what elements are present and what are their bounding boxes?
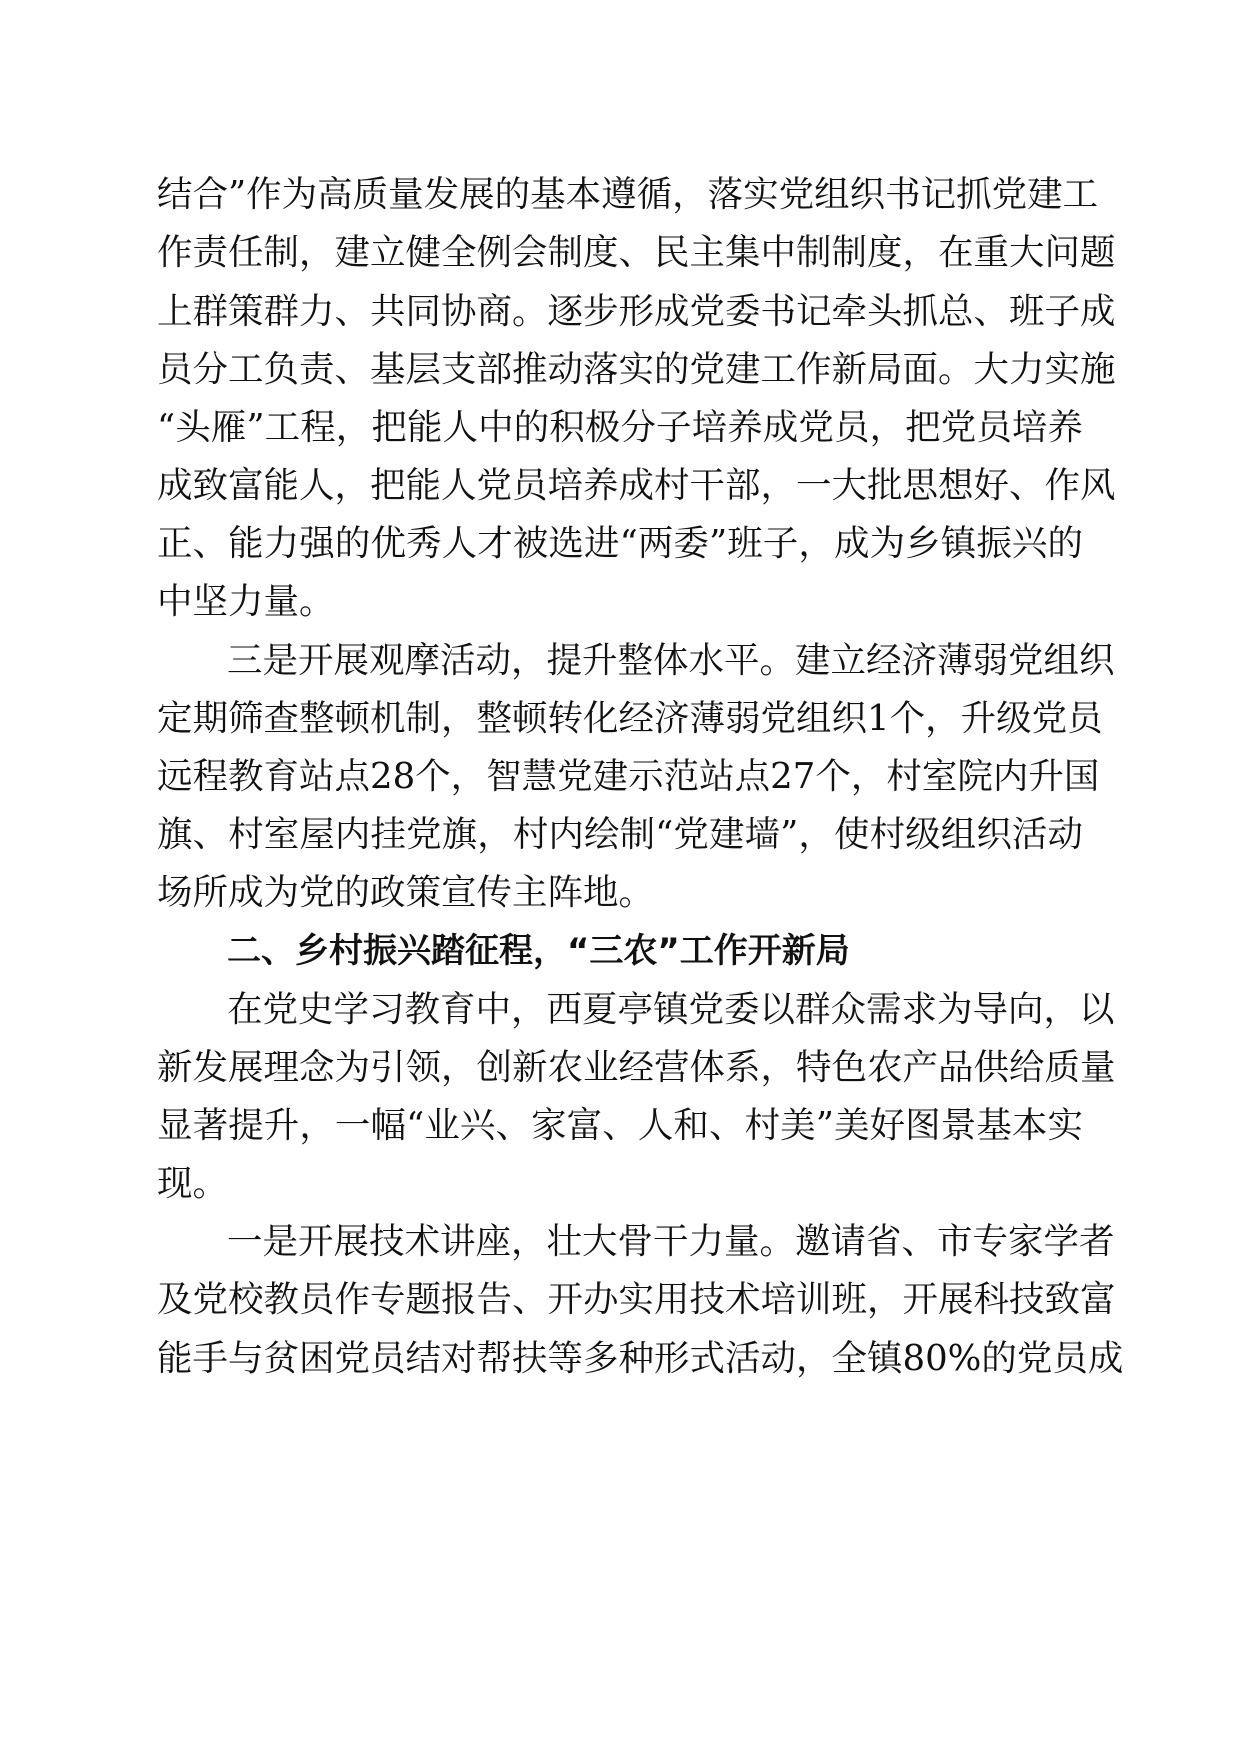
paragraph-line: 三是开展观摩活动，提升整体水平。建立经济薄弱党组织 [227,640,1115,681]
paragraph-line: 在党史学习教育中，西夏亭镇党委以群众需求为导向，以 [227,989,1115,1030]
paragraph-line: “头雁”工程，把能人中的积极分子培养成党员，把党员培养 [157,407,1083,448]
paragraph-line: 上群策群力、共同协商。逐步形成党委书记牵头抓总、班子成 [157,291,1116,332]
paragraph-line: 正、能力强的优秀人才被选进“两委”班子，成为乡镇振兴的 [157,523,1083,564]
paragraph-line: 中坚力量。 [157,581,335,622]
paragraph-line: 能手与贫困党员结对帮扶等多种形式活动，全镇80%的党员成 [157,1338,1124,1379]
paragraph-line: 一是开展技术讲座，壮大骨干力量。邀请省、市专家学者 [227,1221,1115,1262]
paragraph-line: 远程教育站点28个，智慧党建示范站点27个，村室院内升国 [157,756,1100,797]
paragraph-line: 显著提升，一幅“业兴、家富、人和、村美”美好图景基本实 [157,1105,1083,1146]
paragraph-line: 员分工负责、基层支部推动落实的党建工作新局面。大力实施 [157,349,1116,390]
paragraph-line: 成致富能人，把能人党员培养成村干部，一大批思想好、作风 [157,465,1116,506]
paragraph-line: 作责任制，建立健全例会制度、民主集中制制度，在重大问题 [157,232,1116,273]
section-heading: 二、乡村振兴踏征程，“三农”工作开新局 [227,931,850,971]
paragraph-line: 现。 [157,1163,229,1204]
paragraph-line: 新发展理念为引领，创新农业经营体系，特色农产品供给质量 [157,1047,1116,1088]
paragraph-line: 结合”作为高质量发展的基本遵循，落实党组织书记抓党建工 [157,174,1099,215]
paragraph-line: 定期筛查整顿机制，整顿转化经济薄弱党组织1个，升级党员 [157,698,1103,739]
paragraph-line: 及党校教员作专题报告、开办实用技术培训班，开展科技致富 [157,1279,1116,1320]
paragraph-line: 场所成为党的政策宣传主阵地。 [157,872,655,913]
paragraph-line: 旗、村室屋内挂党旗，村内绘制“党建墙”，使村级组织活动 [157,814,1083,855]
